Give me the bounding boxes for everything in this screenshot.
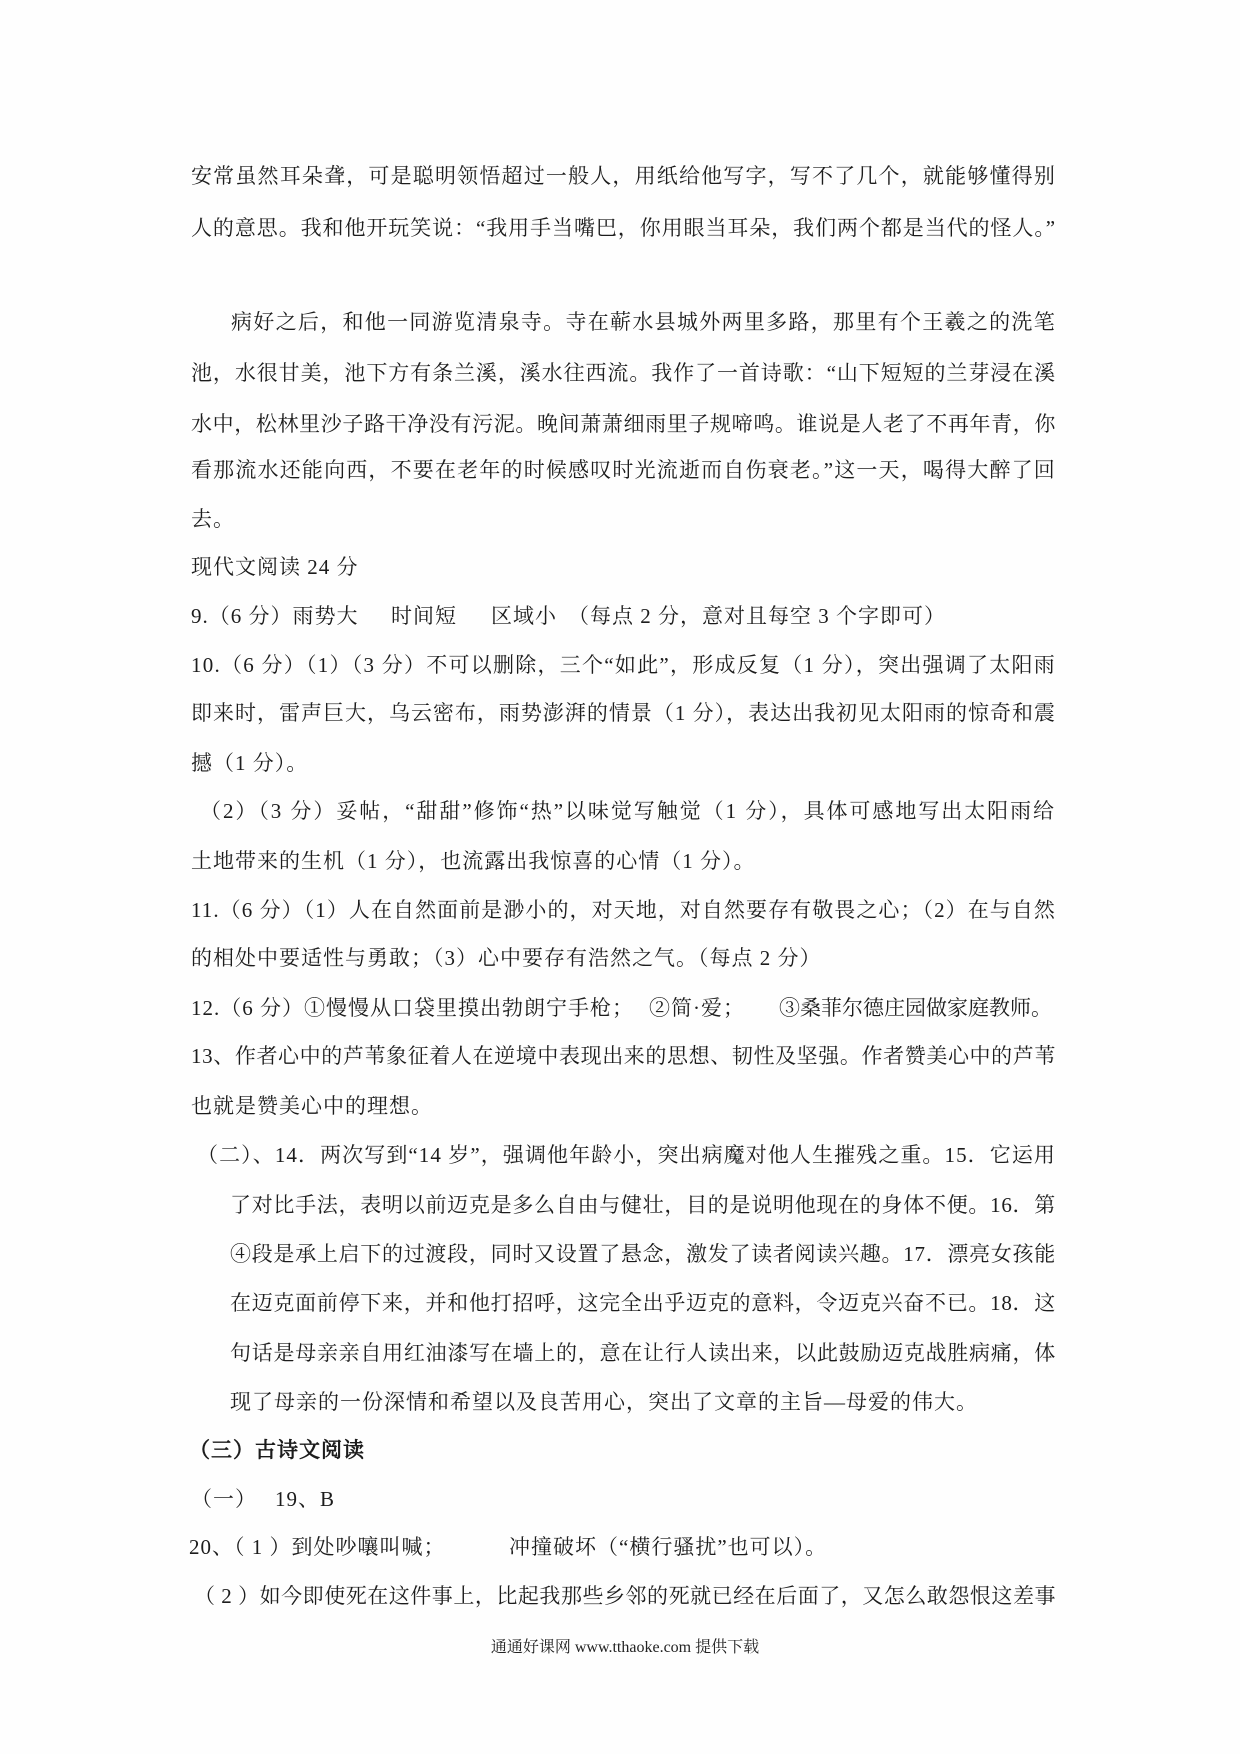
q9-answer-part: 区域小 [491, 604, 557, 628]
translation-paragraph-2-line: 病好之后，和他一同游览清泉寺。寺在蕲水县城外两里多路，那里有个王羲之的洗笔 [231, 310, 1056, 334]
q11-answer-line: 的相处中要适性与勇敢；（3）心中要存有浩然之气。（每点 2 分） [191, 946, 822, 970]
q12-answer-part: ②简·爱； [649, 996, 745, 1020]
q13-answer-line: 13、作者心中的芦苇象征着人在逆境中表现出来的思想、韧性及坚强。作者赞美心中的芦苇 [191, 1044, 1056, 1068]
section-2-answer-line: 了对比手法，表明以前迈克是多么自由与健壮，目的是说明他现在的身体不便。16．第 [230, 1193, 1056, 1217]
section-3-subsection-label: （一） [191, 1487, 257, 1511]
q9-answer-part: 9.（6 分）雨势大 [191, 604, 359, 628]
section-2-answer-line: 在迈克面前停下来，并和他打招呼，这完全出乎迈克的意料，令迈克兴奋不已。18．这 [230, 1291, 1056, 1315]
q9-answer-part: 时间短 [391, 604, 457, 628]
translation-paragraph-2-line: 水中，松林里沙子路干净没有污泥。晚间萧萧细雨里子规啼鸣。谁说是人老了不再年青，你 [191, 412, 1056, 436]
q20-part-1-answer: 20、（ 1 ）到处吵嚷叫喊； [189, 1535, 446, 1559]
section-2-answer-line: 现了母亲的一份深情和希望以及良苦用心，突出了文章的主旨—母爱的伟大。 [230, 1390, 978, 1414]
q10-part-1-line: 10.（6 分）（1）（3 分）不可以删除，三个“如此”，形成反复（1 分），突出强调了太阳雨 [191, 653, 1056, 677]
q12-answer-part: 12.（6 分）①慢慢从口袋里摸出勃朗宁手枪； [191, 996, 634, 1020]
q10-part-2-line: （2）（3 分）妥帖，“甜甜”修饰“热”以味觉写触觉（1 分），具体可感地写出太阳雨给 [200, 799, 1056, 823]
section-2-answer-line: 句话是母亲亲自用红油漆写在墙上的，意在让行人读出来，以此鼓励迈克战胜病痛，体 [230, 1341, 1056, 1365]
q11-answer-line: 11.（6 分）（1）人在自然面前是渺小的，对天地，对自然要存有敬畏之心；（2）在与自然 [191, 898, 1056, 922]
q10-part-2-line: 土地带来的生机（1 分），也流露出我惊喜的心情（1 分）。 [191, 849, 756, 873]
q19-answer: 19、B [275, 1487, 336, 1511]
q10-part-1-line: 撼（1 分）。 [191, 751, 309, 775]
q12-answer-part: ③桑菲尔德庄园做家庭教师。 [779, 996, 1052, 1020]
section-2-answer-line: ④段是承上启下的过渡段，同时又设置了悬念，激发了读者阅读兴趣。17．漂亮女孩能 [230, 1242, 1056, 1266]
translation-paragraph-1-line: 安常虽然耳朵聋，可是聪明领悟超过一般人，用纸给他写字，写不了几个，就能够懂得别 [191, 164, 1056, 188]
translation-paragraph-2-line: 去。 [191, 507, 235, 531]
q10-part-1-line: 即来时，雷声巨大，乌云密布，雨势澎湃的情景（1 分），表达出我初见太阳雨的惊奇和震 [191, 701, 1056, 725]
section-3-heading: （三）古诗文阅读 [189, 1438, 365, 1462]
q13-answer-line: 也就是赞美心中的理想。 [191, 1094, 433, 1118]
translation-paragraph-1-line: 人的意思。我和他开玩笑说：“我用手当嘴巴，你用眼当耳朵，我们两个都是当代的怪人。” [191, 216, 1056, 240]
translation-paragraph-2-line: 看那流水还能向西，不要在老年的时候感叹时光流逝而自伤衰老。”这一天，喝得大醉了回 [191, 458, 1056, 482]
modern-reading-heading: 现代文阅读 24 分 [191, 555, 359, 579]
q20-part-2-answer: （ 2 ）如今即使死在这件事上，比起我那些乡邻的死就已经在后面了，又怎么敢怨恨这差事 [194, 1584, 1056, 1608]
section-2-answer-line: （二）、14．两次写到“14 岁”，强调他年龄小，突出病魔对他人生摧残之重。15．它运用 [197, 1143, 1056, 1167]
q20-part-1-answer: 冲撞破坏（“横行骚扰”也可以）。 [509, 1535, 828, 1559]
translation-paragraph-2-line: 池，水很甘美，池下方有条兰溪，溪水往西流。我作了一首诗歌：“山下短短的兰芽浸在溪 [191, 361, 1056, 385]
page-footer: 通通好课网 www.tthaoke.com 提供下载 [490, 1639, 760, 1656]
q9-scoring-note: （每点 2 分，意对且每空 3 个字即可） [568, 604, 946, 628]
